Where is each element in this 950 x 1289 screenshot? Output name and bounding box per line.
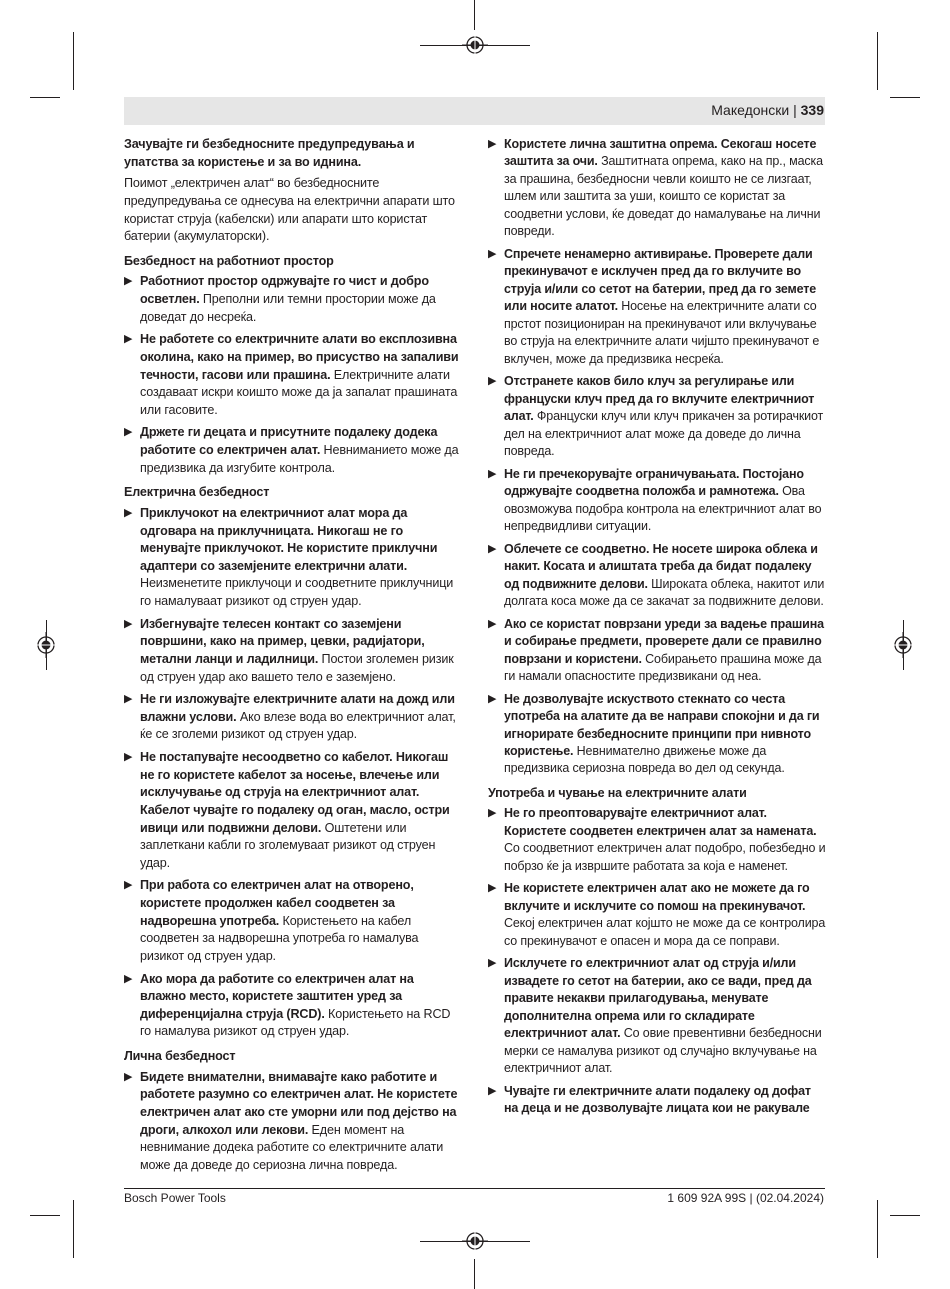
section	[124, 1048, 462, 1174]
list-item	[124, 424, 462, 477]
item-bold: Ако се користат поврзани уреди за вадење прашина и собирање предмети, проверете дали се правилно поврзани и користени.	[504, 616, 824, 666]
list-item	[488, 805, 826, 875]
intro-bold: Зачувајте ги безбедносните предупредувања и упатства за користење и за во иднина.	[124, 137, 415, 169]
item-bold: Чувајте ги електричните алати подалеку од дофат на деца и не дозволувајте лицата кои не ракувале	[504, 1083, 811, 1116]
list-item	[488, 1083, 826, 1118]
crop-mark	[890, 1215, 920, 1216]
list-item	[488, 616, 826, 686]
section-heading: Безбедност на работниот простор	[124, 253, 334, 268]
item-text: Оштетени или заплеткани кабли го зголемуваат ризикот од струен удар.	[140, 820, 436, 870]
item-text: Невнимателно движење може да предизвика сериозна повреда во дел од секунда.	[504, 743, 785, 776]
list-item	[488, 246, 826, 368]
item-bold: Не дозволувајте искуството стекнато со честа употреба на алатите да ве направи спокојни и да ги игнорирате безбедносните принципи при нивното користење.	[504, 691, 820, 758]
footer-brand: Bosch Power Tools	[124, 1191, 226, 1205]
list-item	[488, 955, 826, 1077]
list-item	[124, 273, 462, 326]
section-heading: Електрична безбедност	[124, 485, 270, 500]
footer-rule	[124, 1188, 825, 1189]
item-text: Широката облека, накитот или долгата коса може да се закачат за подвижните делови.	[504, 576, 825, 609]
right-column	[488, 136, 826, 1123]
item-text: Електричните алати создаваат искри коишто може да ја запалат прашината или гасовите.	[140, 367, 458, 417]
list-item	[124, 505, 462, 611]
item-text: Ако влезе вода во електричниот алат, ќе се зголеми ризикот од струен удар.	[140, 709, 456, 742]
item-text: Користењето на RCD го намалува ризикот од струен удар.	[140, 1006, 451, 1039]
list-item	[488, 136, 826, 241]
item-bold: Не ги пречекорувајте ограничувањата. Постојано одржувајте соодветна положба и рамнотежа.	[504, 466, 804, 499]
list-item	[124, 1069, 462, 1175]
item-bold: Не го преоптоварувајте електричниот алат. Користете соодветен електричен алат за намената.	[504, 806, 817, 838]
item-bold: Облечете се соодветно. Не носете широка облека и накит. Косата и алиштата треба да бидат подалеку од подвижните делови.	[504, 541, 818, 591]
registration-mark-icon	[33, 632, 59, 658]
item-bold: Држете ги децата и присутните подалеку додека работите со електричен алат.	[140, 425, 438, 457]
item-bold: При работа со електричен алат на отворено, користете продолжен кабел соодветен за надворешна употреба.	[140, 878, 414, 928]
item-text: Носење на електричните алати со прстот позициониран на прекинувачот или вклучување во струја на електричните алати чијшто прекинувачот е вклучен, може да предизвика несреќа.	[504, 299, 820, 366]
item-text: Невниманието може да предизвика да изгубите контрола.	[140, 443, 459, 475]
crop-mark	[73, 1200, 74, 1258]
registration-mark-icon	[890, 632, 916, 658]
section	[124, 484, 462, 1041]
page-number: 339	[800, 102, 824, 118]
item-text: Неизменетите приклучоци и соодветните приклучници го намалуваат ризикот од струен удар.	[140, 576, 454, 608]
section	[124, 253, 462, 478]
item-bold: Приклучокот на електричниот алат мора да одговара на приклучницата. Никогаш не го менувајте приклучокот. Не користите приклучни адаптери со заземјените електрични алати.	[140, 505, 438, 573]
item-bold: Исклучете го електричниот алат од струја и/или извадете го сетот на батерии, ако се вади, пред да правите некакви прилагодувања, менувате дополнителна опрема или го складирате електричниот алат.	[504, 956, 812, 1041]
crop-mark	[474, 0, 475, 30]
list-item	[124, 877, 462, 965]
crop-mark	[474, 1259, 475, 1289]
footer-doc-code: 1 609 92A 99S | (02.04.2024)	[667, 1191, 824, 1205]
header-label	[711, 102, 824, 118]
list-item	[488, 466, 826, 536]
registration-mark-icon	[462, 32, 488, 58]
list-item	[488, 880, 826, 950]
list-item	[488, 691, 826, 778]
item-bold: Бидете внимателни, внимавајте како работите и работете разумно со електричен алат. Не користете електричен алат ако сте уморни или под дејство на дроги, алкохол или лекови.	[140, 1069, 458, 1137]
crop-mark	[30, 1215, 60, 1216]
section-heading: Употреба и чување на електричните алати	[488, 785, 747, 800]
list-item	[124, 749, 462, 872]
section-heading: Лична безбедност	[124, 1049, 236, 1063]
registration-mark-icon	[462, 1228, 488, 1254]
item-bold: Избегнувајте телесен контакт со заземјени површини, како на пример, цевки, радијатори, метални ланци и ладилници.	[140, 616, 425, 666]
section	[488, 785, 826, 1118]
item-text: Преполни или темни простории може да доведат до несреќа.	[140, 292, 436, 324]
item-bold: Користете лична заштитна опрема. Секогаш носете заштита за очи.	[504, 137, 817, 169]
item-bold: Отстранете каков било клуч за регулирање или француски клуч пред да го вклучите електричниот алат.	[504, 374, 815, 424]
item-text: Користењето на кабел соодветен за надворешна употреба го намалува ризикот од струен удар.	[140, 913, 419, 963]
crop-mark	[877, 1200, 878, 1258]
list-item	[124, 616, 462, 687]
crop-mark	[30, 97, 60, 98]
item-text: Со овие превентивни безбедносни мерки се намалува ризикот од случајно вклучување на електричниот алат.	[504, 1026, 822, 1076]
item-text: Ова овозможува подобра контрола на електричниот алат во непредвидливи ситуации.	[504, 484, 822, 534]
list-item	[488, 373, 826, 460]
list-item	[124, 971, 462, 1042]
left-column	[124, 136, 462, 1179]
item-bold: Ако мора да работите со електричен алат на влажно место, користете заштитен уред за диференцијална струја (RCD).	[140, 971, 414, 1021]
list-item	[124, 691, 462, 744]
item-text: Еден момент на невнимание додека работите со електричните алати може да доведе до сериозна лична повреда.	[140, 1122, 444, 1172]
item-bold: Не постапувајте несоодветно со кабелот. Никогаш не го користете кабелот за носење, влечење или исклучување од струја на електричниот алат. Кабелот чувајте го подалеку од оган, масло, остри ивици или подвижни делови.	[140, 750, 450, 835]
item-text: Со соодветниот електричен алат подобро, побезбедно и побрзо ќе ја извршите работата за која е наменет.	[504, 841, 826, 873]
item-bold: Не ги изложувајте електричните алати на дожд или влажни услови.	[140, 692, 455, 724]
item-text: Собирањето прашина може да ги намали опасностите предизвикани од неа.	[504, 651, 822, 684]
list-item	[488, 541, 826, 611]
crop-mark	[877, 32, 878, 90]
list-item	[124, 331, 462, 419]
crop-mark	[890, 97, 920, 98]
header-language: Македонски	[711, 102, 790, 118]
crop-mark	[73, 32, 74, 90]
item-text: Заштитната опрема, како на пр., маска за прашина, безбедносни чевли коишто не се лизгаат, шлем или заштита за уши, коишто се користат за соодветни услови, ќе доведат до намалување на лични повреди.	[504, 154, 823, 239]
item-text: Постои зголемен ризик од струен удар ако вашето тело е заземјено.	[140, 651, 454, 684]
header-separator: |	[793, 102, 801, 118]
item-text: Секој електричен алат којшто не може да се контролира со прекинувачот е опасен и мора да се поправи.	[504, 916, 826, 948]
item-bold: Работниот простор одржувајте го чист и добро осветлен.	[140, 274, 429, 306]
item-bold: Спречете ненамерно активирање. Проверете дали прекинувачот е исклучен пред да го вклучите во струја и/или со сетот на батерии, пред да го земете или носите алатот.	[504, 246, 817, 314]
item-bold: Не користете електричен алат ако не можете да го вклучите и исклучите со помош на прекинувачот.	[504, 881, 810, 913]
item-bold: Не работете со електричните алати во експлозивна околина, како на пример, во присуство на запаливи течности, гасови или прашина.	[140, 332, 459, 382]
item-text: Француски клуч или клуч прикачен за ротирачкиот дел на електричниот алат може да доведе до лична повреда.	[504, 409, 824, 459]
intro-text: Поимот „електричен алат“ во безбедносните предупредувања се однесува на електрични апарати што користат струја (кабелски) или апарати што користат батерии (акумулаторски).	[124, 176, 455, 244]
